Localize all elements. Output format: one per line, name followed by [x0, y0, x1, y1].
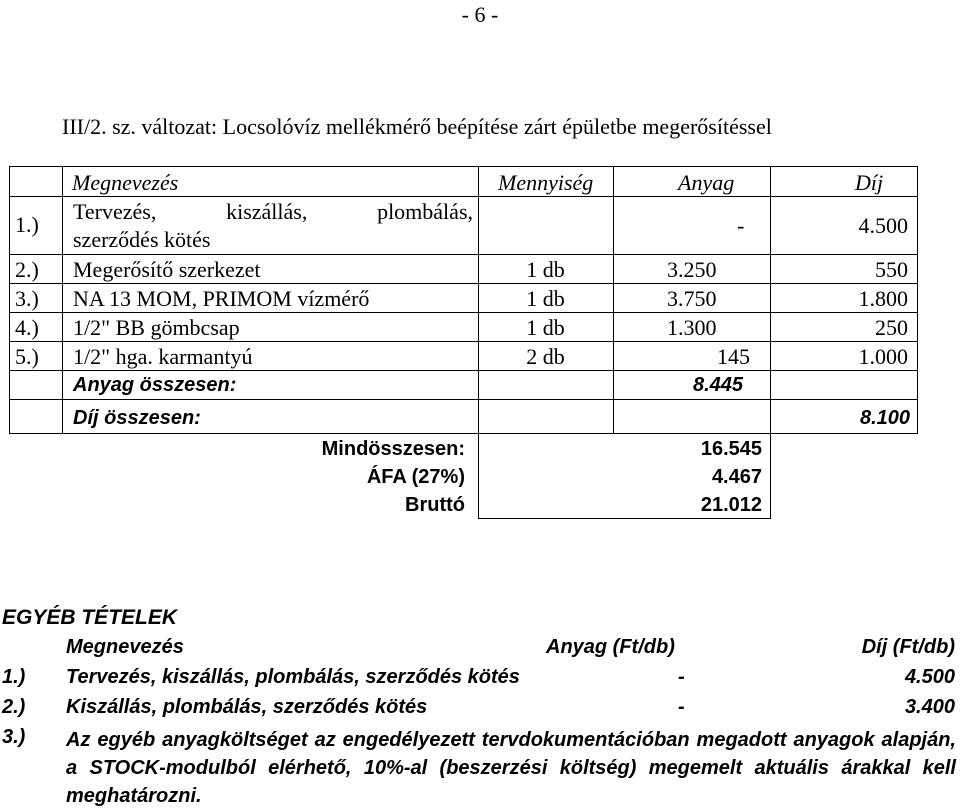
fee-total-label: Díj összesen: [73, 407, 201, 429]
row-5-name: 1/2" hga. karmantyú [73, 344, 253, 369]
row-4-fee: 250 [875, 315, 908, 340]
row-3-material: 3.750 [667, 286, 717, 311]
header-material: Anyag [678, 170, 735, 195]
row-5-num: 5.) [15, 344, 39, 369]
row-1-fee: 4.500 [858, 213, 908, 238]
row-3-name: NA 13 MOM, PRIMOM vízmérő [73, 286, 370, 311]
row-1-name-line2: szerződés kötés [73, 227, 211, 252]
other-header-name: Megnevezés [66, 636, 184, 658]
row-5-material: 145 [717, 344, 750, 369]
row-4-num: 4.) [15, 315, 39, 340]
row-5-fee: 1.000 [858, 344, 908, 369]
row-1-num: 1.) [15, 212, 39, 237]
other-header-material: Anyag (Ft/db) [546, 636, 675, 658]
header-quantity: Mennyiség [498, 170, 594, 195]
other-row-2-num: 2.) [2, 696, 26, 718]
row-1-material: - [737, 213, 745, 238]
material-total-label: Anyag összesen: [73, 374, 237, 396]
row-3-quantity: 1 db [526, 286, 565, 311]
row-3-num: 3.) [15, 286, 39, 311]
header-fee: Díj [855, 170, 884, 195]
other-row-1-num: 1.) [2, 666, 26, 688]
other-note-num: 3.) [2, 726, 26, 748]
row-2-material: 3.250 [667, 257, 717, 282]
other-items-title: EGYÉB TÉTELEK [2, 606, 178, 629]
other-row-1-material: - [678, 666, 685, 688]
other-row-2-fee: 3.400 [904, 696, 955, 718]
row-4-name: 1/2" BB gömbcsap [73, 315, 240, 340]
header-name: Megnevezés [72, 170, 179, 195]
row-2-name: Megerősítő szerkezet [73, 257, 261, 282]
material-total-value: 8.445 [693, 374, 744, 396]
fee-total-value: 8.100 [860, 407, 911, 429]
row-5-quantity: 2 db [526, 344, 565, 369]
other-row-2-name: Kiszállás, plombálás, szerződés kötés [66, 696, 428, 718]
other-row-2-material: - [678, 696, 685, 718]
row-2-num: 2.) [15, 257, 39, 282]
vat-label: ÁFA (27%) [366, 466, 465, 488]
section-title: III/2. sz. változat: Locsolóvíz mellékmérő beépítése zárt épületbe megerősítéssel [62, 114, 772, 139]
other-row-1-name: Tervezés, kiszállás, plombálás, szerződés kötés [66, 666, 520, 688]
vat-value: 4.467 [711, 466, 762, 488]
other-header-fee: Díj (Ft/db) [861, 636, 955, 658]
row-4-material: 1.300 [667, 315, 717, 340]
gross-label: Bruttó [405, 494, 465, 516]
row-3-fee: 1.800 [858, 286, 908, 311]
row-2-fee: 550 [875, 257, 908, 282]
grand-total-label: Mindösszesen: [321, 438, 465, 460]
page-number: - 6 - [461, 2, 499, 27]
row-4-quantity: 1 db [526, 315, 565, 340]
row-1-name-line1: Tervezés, kiszállás, plombálás, [73, 199, 473, 224]
grand-total-value: 16.545 [700, 438, 762, 460]
other-note-text: Az egyéb anyagköltséget az engedélyezett tervdokumentációban megadott anyagok alapján, a STOCK-modulból elérhető, 10%-al (beszerzési költség) megemelt aktuális árakkal kell meghatározni. [66, 729, 956, 807]
other-row-1-fee: 4.500 [904, 666, 955, 688]
row-2-quantity: 1 db [526, 257, 565, 282]
gross-value: 21.012 [700, 494, 762, 516]
